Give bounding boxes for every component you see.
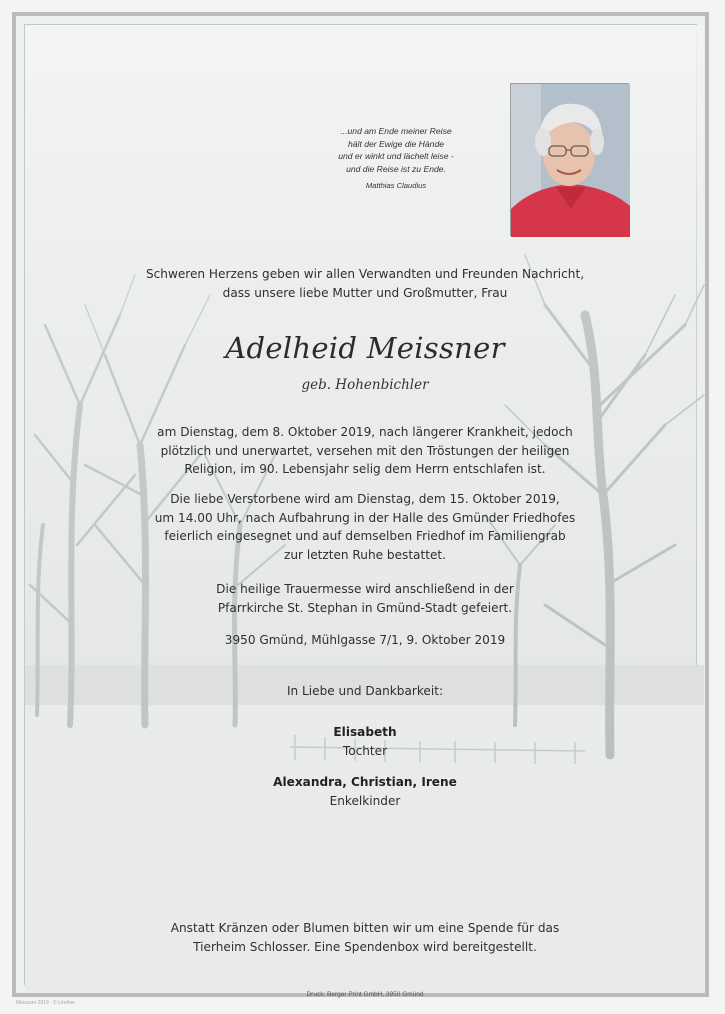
- intro-line: dass unsere liebe Mutter und Großmutter, Frau: [222, 285, 508, 300]
- intro-line: Schweren Herzens geben wir allen Verwandten und Freunden Nachricht,: [145, 267, 585, 281]
- mourner-grandchildren: [85, 773, 645, 810]
- donation-line: Tierheim Schlosser. Eine Spendenbox wird bereitgestellt.: [193, 939, 537, 954]
- funeral-line: um 14.00 Uhr, nach Aufbahrung in der Halle des Gmünder Friedhofes: [154, 510, 576, 525]
- obituary-content: [25, 25, 704, 998]
- inner-frame: [24, 24, 697, 998]
- mourner-name: Alexandra, Christian, Irene: [273, 775, 457, 789]
- gratitude-line: In Liebe und Dankbarkeit:: [286, 684, 444, 698]
- place-date: 3950 Gmünd, Mühlgasse 7/1, 9. Oktober 2019: [224, 633, 506, 647]
- poem-quote: [315, 125, 477, 193]
- quote-line: und er winkt und lächelt leise -: [338, 151, 454, 162]
- funeral-line: zur letzten Ruhe bestattet.: [284, 547, 446, 562]
- donation-request: [85, 919, 645, 956]
- deceased-name: Adelheid Meissner: [225, 331, 505, 365]
- mass-line: Die heilige Trauermesse wird anschließend in der: [216, 582, 514, 596]
- death-notice-line: plötzlich und unerwartet, versehen mit den Tröstungen der heiligen: [160, 443, 570, 458]
- mourner-daughter: [85, 723, 645, 760]
- quote-line: ...und am Ende meiner Reise: [340, 126, 452, 136]
- portrait-photo: [510, 83, 629, 236]
- mass-details: [85, 580, 645, 617]
- mourner-relation: Enkelkinder: [329, 793, 401, 808]
- death-notice-line: Religion, im 90. Lebensjahr selig dem Herrn entschlafen ist.: [184, 462, 546, 476]
- maiden-name: geb. Hohenbichler: [301, 377, 429, 393]
- funeral-line: Die liebe Verstorbene wird am Dienstag, dem 15. Oktober 2019,: [170, 492, 560, 506]
- quote-author: Matthias Claudius: [365, 180, 427, 190]
- mourner-relation: Tochter: [342, 743, 388, 758]
- death-notice-line: am Dienstag, dem 8. Oktober 2019, nach längerer Krankheit, jedoch: [157, 425, 573, 439]
- intro-text: [85, 265, 645, 302]
- death-notice: [85, 423, 645, 479]
- printer-credit: Druck: Berger Print GmbH, 3950 Gmünd: [306, 991, 424, 998]
- page-frame: [12, 12, 709, 997]
- donation-line: Anstatt Kränzen oder Blumen bitten wir um eine Spende für das: [170, 921, 560, 935]
- quote-line: hält der Ewige die Hände: [347, 138, 445, 149]
- funeral-details: [85, 490, 645, 564]
- mourner-name: Elisabeth: [333, 725, 397, 739]
- portrait-illustration: [511, 84, 630, 237]
- mass-line: Pfarrkirche St. Stephan in Gmünd-Stadt gefeiert.: [217, 600, 513, 615]
- quote-line: und die Reise ist zu Ende.: [346, 164, 446, 175]
- funeral-line: feierlich eingesegnet und auf demselben Friedhof im Familiengrab: [164, 529, 566, 543]
- corner-note: Meissner 2019 · © Lindner: [16, 1000, 75, 1006]
